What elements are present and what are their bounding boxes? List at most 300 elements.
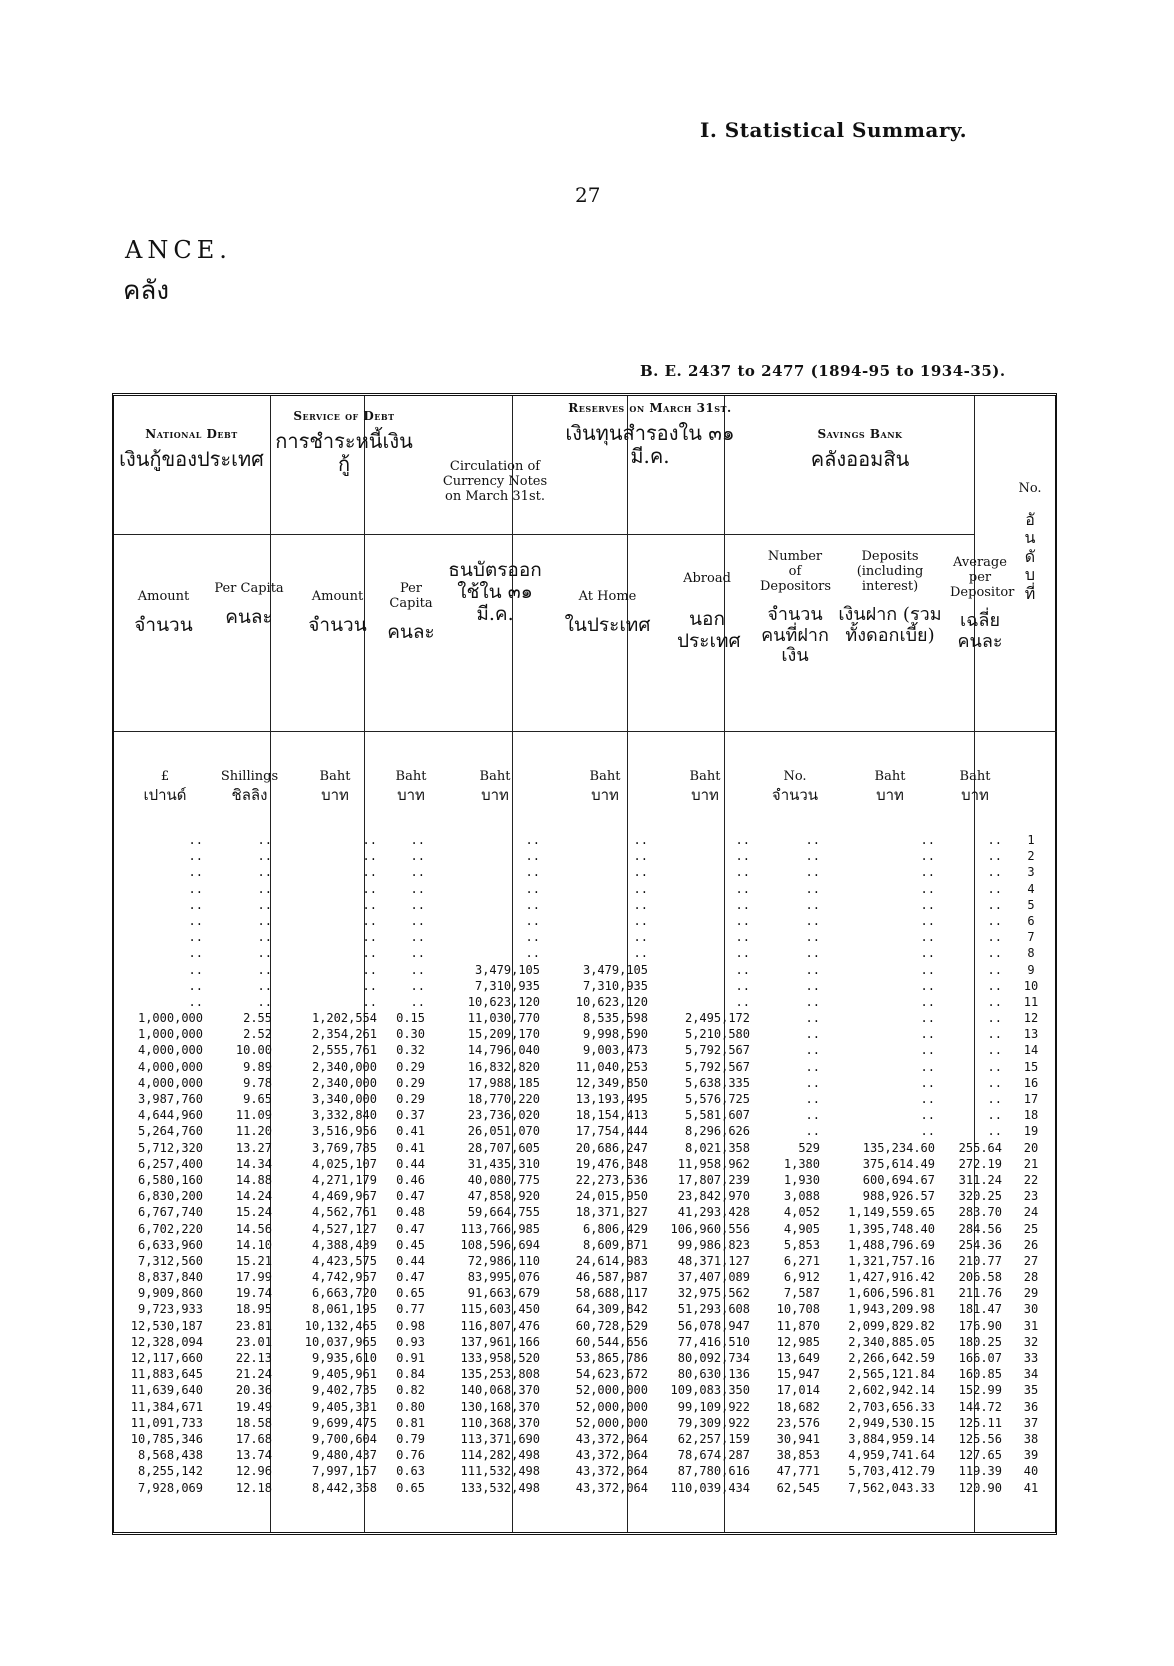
table-cell: 5,581,607: [684, 1108, 750, 1123]
table-cell: 12,328,094: [130, 1334, 203, 1349]
table-cell: 106,960,556: [670, 1221, 750, 1236]
table-cell: 2,340,885.05: [848, 1334, 935, 1349]
table-cell: 14,796,040: [467, 1043, 540, 1058]
table-cell: ..: [257, 930, 272, 945]
table-cell: 32: [1023, 1334, 1039, 1349]
table-cell: 54,623,672: [575, 1367, 648, 1382]
table-cell: 8,296,626: [684, 1124, 750, 1139]
table-cell: 18,154,413: [575, 1108, 648, 1123]
table-cell: 0.98: [396, 1318, 425, 1333]
table-cell: 24,015,950: [575, 1189, 648, 1204]
table-cell: 9,935,610: [311, 1351, 377, 1365]
service-of-debt-label-th: การชำระหนี้เงินกู้: [275, 428, 413, 476]
table-cell: 0.32: [396, 1043, 425, 1058]
table-cell: 0.37: [396, 1108, 425, 1123]
unit-label: Shillings: [220, 769, 279, 784]
table-cell: 47,771: [776, 1464, 820, 1479]
table-cell: 53,865,786: [575, 1351, 648, 1365]
average-label: Average per Depositor: [950, 555, 1015, 600]
service-of-debt-header: [270, 410, 418, 476]
table-cell: ..: [987, 1092, 1002, 1106]
table-cell: ..: [188, 913, 203, 928]
table-cell: ..: [410, 865, 425, 880]
table-cell: 2: [1027, 849, 1035, 864]
table-cell: ..: [735, 881, 750, 896]
table-cell: ..: [410, 849, 425, 864]
circulation-header-th: ธนบัตรออกใช้ใน ๓๑ มี.ค.: [448, 559, 542, 625]
table-cell: 59,664,755: [467, 1205, 540, 1220]
table-cell: 110,039,434: [670, 1480, 750, 1495]
table-cell: ..: [805, 1027, 820, 1042]
table-cell: ..: [920, 930, 935, 945]
table-cell: 2,602,942.14: [848, 1383, 935, 1398]
table-cell: 15: [1023, 1059, 1039, 1074]
table-cell: ..: [525, 881, 540, 896]
table-cell: 114,282,498: [460, 1448, 540, 1463]
circulation-column: [440, 832, 540, 1496]
table-cell: 5,792,567: [684, 1059, 750, 1074]
table-cell: 7,310,935: [582, 978, 648, 993]
table-cell: 24: [1023, 1205, 1039, 1220]
unit-label-th: บาท: [591, 785, 619, 804]
per-capita-label: Per Capita: [214, 581, 284, 596]
table-cell: 99,986,823: [677, 1237, 750, 1252]
table-cell: 11: [1023, 994, 1039, 1009]
table-cell: 1,395,748.40: [848, 1221, 935, 1236]
depositors-label-th: จำนวนคนที่ฝากเงิน: [761, 603, 829, 667]
table-cell: 0.76: [396, 1448, 425, 1463]
table-cell: 116,807,476: [460, 1318, 540, 1333]
table-cell: 311.24: [958, 1172, 1002, 1187]
table-cell: 23: [1023, 1189, 1039, 1204]
table-cell: ..: [257, 994, 272, 1009]
at-home-label-th: ในประเทศ: [564, 613, 651, 636]
table-cell: 11.20: [235, 1124, 272, 1139]
table-cell: 20.36: [235, 1383, 272, 1398]
table-cell: ..: [987, 1124, 1002, 1139]
table-cell: 1,000,000: [137, 1011, 203, 1026]
average-label-th: เฉลี่ยคนละ: [957, 609, 1003, 652]
table-cell: ..: [805, 881, 820, 896]
table-cell: 254.36: [958, 1237, 1002, 1252]
table-cell: ..: [805, 962, 820, 977]
unit-baht: [570, 770, 640, 804]
table-cell: 34: [1023, 1367, 1039, 1382]
table-cell: 0.41: [396, 1124, 425, 1139]
table-cell: 2.52: [243, 1027, 272, 1042]
table-cell: 0.29: [396, 1059, 425, 1074]
table-cell: ..: [805, 1075, 820, 1090]
table-cell: 4,742,957: [311, 1270, 377, 1285]
savings-bank-header: [760, 428, 960, 471]
table-cell: 135,253,808: [460, 1367, 540, 1382]
table-cell: ..: [920, 1011, 935, 1026]
table-cell: ..: [362, 946, 377, 961]
table-cell: 22,273,536: [575, 1172, 648, 1187]
table-cell: ..: [362, 881, 377, 896]
no-label-th: อันดับที่: [1024, 509, 1036, 603]
table-cell: 16: [1023, 1075, 1039, 1090]
table-cell: 2,340,000: [311, 1059, 377, 1074]
abroad-label: Abroad: [683, 571, 731, 586]
table-cell: 6,702,220: [137, 1221, 203, 1236]
table-cell: 72,986,110: [467, 1253, 540, 1268]
table-cell: 113,766,985: [460, 1221, 540, 1236]
table-cell: ..: [987, 849, 1002, 864]
table-cell: 4,000,000: [137, 1059, 203, 1074]
table-cell: 0.30: [396, 1027, 425, 1042]
table-cell: 11,384,671: [130, 1399, 203, 1414]
debt-per-capita-column: [212, 832, 272, 1496]
table-cell: 30: [1023, 1302, 1039, 1317]
unit-label-th: บาท: [961, 785, 989, 804]
abroad-header: [662, 572, 752, 653]
table-cell: 18,770,220: [467, 1092, 540, 1106]
unit-pound: [130, 770, 200, 804]
deposits-column: [825, 832, 935, 1496]
table-cell: 9,998,590: [582, 1027, 648, 1042]
table-cell: 6,633,960: [137, 1237, 203, 1252]
table-cell: 7,587: [783, 1286, 820, 1301]
table-cell: 12,530,187: [130, 1318, 203, 1333]
table-cell: 5,264,760: [137, 1124, 203, 1139]
national-debt-label-th: เงินกู้ของประเทศ: [119, 446, 264, 471]
table-cell: 12,117,660: [130, 1351, 203, 1365]
table-cell: ..: [805, 913, 820, 928]
table-cell: ..: [987, 994, 1002, 1009]
table-cell: 0.80: [396, 1399, 425, 1414]
table-cell: 1,930: [783, 1172, 820, 1187]
table-cell: ..: [257, 978, 272, 993]
no-label: No.: [1018, 481, 1042, 496]
table-cell: 11,040,253: [575, 1059, 648, 1074]
table-cell: 9,723,933: [137, 1302, 203, 1317]
table-cell: ..: [257, 881, 272, 896]
table-cell: 0.44: [396, 1253, 425, 1268]
table-cell: ..: [410, 994, 425, 1009]
average-column: [940, 832, 1002, 1496]
table-cell: 115,603,450: [460, 1302, 540, 1317]
table-cell: 35: [1023, 1383, 1039, 1398]
table-cell: ..: [987, 1075, 1002, 1090]
table-cell: 0.45: [396, 1237, 425, 1252]
table-cell: ..: [987, 962, 1002, 977]
table-cell: 26: [1023, 1237, 1039, 1252]
table-cell: 0.65: [396, 1480, 425, 1495]
row-number-column: [1015, 832, 1047, 1496]
table-cell: 137,961,166: [460, 1334, 540, 1349]
table-cell: 3,987,760: [137, 1092, 203, 1106]
unit-label-th: บาท: [321, 785, 349, 804]
table-cell: 0.65: [396, 1286, 425, 1301]
reserves-header: [560, 402, 740, 468]
table-cell: 0.15: [396, 1011, 425, 1026]
table-cell: 272.19: [958, 1156, 1002, 1171]
table-cell: ..: [633, 897, 648, 912]
depositors-label: Number of Depositors: [760, 549, 832, 594]
table-cell: 18: [1023, 1108, 1039, 1123]
table-cell: 5,638,335: [684, 1075, 750, 1090]
table-cell: ..: [735, 930, 750, 945]
table-cell: ..: [920, 946, 935, 961]
table-cell: 16,832,820: [467, 1059, 540, 1074]
table-cell: 0.47: [396, 1270, 425, 1285]
table-cell: ..: [920, 1059, 935, 1074]
service-amount-column: [282, 832, 377, 1496]
unit-number: [760, 770, 830, 804]
table-cell: ..: [987, 833, 1002, 847]
table-cell: 0.93: [396, 1334, 425, 1349]
table-cell: 14: [1023, 1043, 1039, 1058]
table-cell: 30,941: [776, 1431, 820, 1446]
table-cell: 48,371,127: [677, 1253, 750, 1268]
table-cell: 4,527,127: [311, 1221, 377, 1236]
table-cell: 284.56: [958, 1221, 1002, 1236]
table-cell: 8,442,358: [311, 1480, 377, 1495]
table-cell: ..: [920, 1075, 935, 1090]
table-cell: 3,769,785: [311, 1140, 377, 1155]
table-cell: ..: [188, 930, 203, 945]
table-cell: 4,000,000: [137, 1075, 203, 1090]
table-cell: 2,949,530.15: [848, 1415, 935, 1430]
table-cell: 3,516,956: [311, 1124, 377, 1139]
table-cell: 0.77: [396, 1302, 425, 1317]
table-cell: 38,853: [776, 1448, 820, 1463]
at-home-header: [555, 590, 660, 637]
service-per-capita-column: [380, 832, 425, 1496]
table-cell: ..: [805, 1124, 820, 1139]
table-cell: ..: [188, 962, 203, 977]
table-cell: 1,321,757.16: [848, 1253, 935, 1268]
table-cell: 108,596,694: [460, 1237, 540, 1252]
table-cell: 8,535,598: [582, 1011, 648, 1026]
table-cell: ..: [805, 1092, 820, 1106]
table-cell: ..: [805, 994, 820, 1009]
table-cell: ..: [987, 881, 1002, 896]
table-cell: 62,545: [776, 1480, 820, 1495]
table-cell: ..: [920, 897, 935, 912]
table-cell: 46,587,987: [575, 1270, 648, 1285]
table-cell: 12.18: [235, 1480, 272, 1495]
table-cell: 10,037,965: [304, 1334, 377, 1349]
table-cell: ..: [920, 1092, 935, 1106]
table-cell: 5,712,320: [137, 1140, 203, 1155]
table-cell: 988,926.57: [862, 1189, 935, 1204]
service-amount-header: [290, 590, 385, 637]
table-cell: ..: [410, 881, 425, 896]
table-cell: 80,092,734: [677, 1351, 750, 1365]
table-cell: ..: [920, 833, 935, 847]
table-cell: ..: [188, 833, 203, 847]
table-cell: 8,568,438: [137, 1448, 203, 1463]
table-cell: 32,975,562: [677, 1286, 750, 1301]
table-cell: 17.68: [235, 1431, 272, 1446]
table-cell: 206.58: [958, 1270, 1002, 1285]
table-cell: 77,416,510: [677, 1334, 750, 1349]
table-cell: ..: [920, 913, 935, 928]
table-cell: 15,209,170: [467, 1027, 540, 1042]
table-cell: ..: [987, 930, 1002, 945]
table-cell: 43,372,064: [575, 1480, 648, 1495]
table-cell: ..: [735, 994, 750, 1009]
table-cell: 125.11: [958, 1415, 1002, 1430]
table-cell: 4,388,439: [311, 1237, 377, 1252]
table-cell: 79,309,922: [677, 1415, 750, 1430]
table-cell: 17,988,185: [467, 1075, 540, 1090]
table-cell: ..: [987, 1108, 1002, 1123]
table-cell: 13,649: [776, 1351, 820, 1365]
reserves-label: Reserves on March 31st.: [568, 401, 732, 415]
table-cell: 52,000,000: [575, 1399, 648, 1414]
table-cell: 25: [1023, 1221, 1039, 1236]
table-cell: 2,340,000: [311, 1075, 377, 1090]
table-cell: 13.27: [235, 1140, 272, 1155]
table-cell: 7,312,560: [137, 1253, 203, 1268]
table-cell: 24,614,983: [575, 1253, 648, 1268]
table-cell: 0.29: [396, 1092, 425, 1106]
table-cell: ..: [257, 833, 272, 847]
table-cell: 14.56: [235, 1221, 272, 1236]
table-cell: 13,193,495: [575, 1092, 648, 1106]
unit-baht: [460, 770, 530, 804]
table-cell: 43,372,064: [575, 1431, 648, 1446]
table-cell: ..: [525, 865, 540, 880]
table-cell: 529: [798, 1140, 820, 1155]
table-cell: 8,021,358: [684, 1140, 750, 1155]
table-cell: 12,349,850: [575, 1075, 648, 1090]
table-cell: 41,293,428: [677, 1205, 750, 1220]
table-cell: 180.25: [958, 1334, 1002, 1349]
table-cell: 37,407,089: [677, 1270, 750, 1285]
table-cell: 40: [1023, 1464, 1039, 1479]
table-cell: ..: [362, 962, 377, 977]
table-cell: ..: [805, 865, 820, 880]
unit-label: Baht: [479, 769, 511, 784]
table-cell: ..: [805, 930, 820, 945]
table-cell: 2,495,172: [684, 1011, 750, 1026]
table-cell: ..: [410, 913, 425, 928]
table-cell: ..: [987, 946, 1002, 961]
table-cell: 60,544,656: [575, 1334, 648, 1349]
table-cell: 83,995,076: [467, 1270, 540, 1285]
table-cell: 113,371,690: [460, 1431, 540, 1446]
table-cell: 40,080,775: [467, 1172, 540, 1187]
table-cell: ..: [920, 994, 935, 1009]
table-cell: 3,479,105: [474, 962, 540, 977]
table-cell: 31: [1023, 1318, 1039, 1333]
table-cell: 0.63: [396, 1464, 425, 1479]
table-cell: ..: [188, 849, 203, 864]
reserves-label-th: เงินทุนสำรองใน ๓๑ มี.ค.: [565, 420, 735, 468]
table-cell: ..: [525, 849, 540, 864]
table-cell: 12,985: [776, 1334, 820, 1349]
table-cell: ..: [735, 849, 750, 864]
table-cell: 4,052: [783, 1205, 820, 1220]
table-cell: ..: [410, 897, 425, 912]
table-cell: 5,703,412.79: [848, 1464, 935, 1479]
per-capita-label-th: คนละ: [225, 605, 273, 628]
table-cell: 39: [1023, 1448, 1039, 1463]
table-cell: 600,694.67: [862, 1172, 935, 1187]
table-cell: ..: [735, 865, 750, 880]
table-cell: ..: [805, 1108, 820, 1123]
table-cell: 18,371,327: [575, 1205, 648, 1220]
table-cell: 3: [1027, 865, 1035, 880]
table-cell: 5,853: [783, 1237, 820, 1252]
table-cell: ..: [920, 1043, 935, 1058]
unit-shillings: [212, 770, 287, 804]
table-cell: 6,767,740: [137, 1205, 203, 1220]
table-cell: 18,682: [776, 1399, 820, 1414]
table-cell: ..: [633, 930, 648, 945]
table-cell: 9.78: [243, 1075, 272, 1090]
table-cell: 1,202,554: [311, 1011, 377, 1026]
table-cell: 27: [1023, 1253, 1039, 1268]
table-cell: ..: [257, 913, 272, 928]
table-cell: 8,061,195: [311, 1302, 377, 1317]
table-cell: ..: [525, 833, 540, 847]
table-cell: 11.09: [235, 1108, 272, 1123]
section-title: I. Statistical Summary.: [700, 118, 968, 142]
table-cell: 110,368,370: [460, 1415, 540, 1430]
table-cell: 10,708: [776, 1302, 820, 1317]
table-cell: ..: [362, 913, 377, 928]
depositors-header: [760, 550, 830, 667]
unit-label: No.: [783, 769, 807, 784]
table-cell: ..: [920, 1124, 935, 1139]
table-cell: 41: [1023, 1480, 1039, 1495]
table-cell: 21: [1023, 1156, 1039, 1171]
table-cell: ..: [410, 962, 425, 977]
table-cell: 3,340,000: [311, 1092, 377, 1106]
savings-bank-label-th: คลังออมสิน: [810, 446, 910, 471]
per-capita-label-th: คนละ: [387, 620, 435, 643]
deposits-label: Deposits (including interest): [856, 549, 924, 594]
table-cell: ..: [362, 897, 377, 912]
table-cell: 87,780,616: [677, 1464, 750, 1479]
unit-label: Baht: [689, 769, 721, 784]
header-rule: [114, 534, 974, 535]
table-cell: ..: [525, 913, 540, 928]
unit-label: £: [160, 769, 170, 784]
table-cell: 26,051,070: [467, 1124, 540, 1139]
table-cell: 22: [1023, 1172, 1039, 1187]
table-cell: 17,754,444: [575, 1124, 648, 1139]
table-cell: 0.91: [396, 1351, 425, 1365]
table-cell: 19.49: [235, 1399, 272, 1414]
table-cell: 4,562,761: [311, 1205, 377, 1220]
unit-baht: [385, 770, 437, 804]
table-cell: 5,792,567: [684, 1043, 750, 1058]
table-cell: 120.90: [958, 1480, 1002, 1495]
unit-baht: [670, 770, 740, 804]
table-cell: 127.65: [958, 1448, 1002, 1463]
table-cell: 28,707,605: [467, 1140, 540, 1155]
unit-baht: [850, 770, 930, 804]
unit-label-th: บาท: [691, 785, 719, 804]
table-cell: ..: [920, 881, 935, 896]
table-cell: ..: [735, 946, 750, 961]
table-cell: 166.07: [958, 1351, 1002, 1365]
table-cell: ..: [805, 1043, 820, 1058]
table-cell: ..: [257, 849, 272, 864]
table-cell: ..: [987, 978, 1002, 993]
table-cell: 0.48: [396, 1205, 425, 1220]
table-cell: 11,870: [776, 1318, 820, 1333]
reserves-abroad-column: [650, 832, 750, 1496]
table-cell: 125.56: [958, 1431, 1002, 1446]
table-cell: ..: [735, 913, 750, 928]
